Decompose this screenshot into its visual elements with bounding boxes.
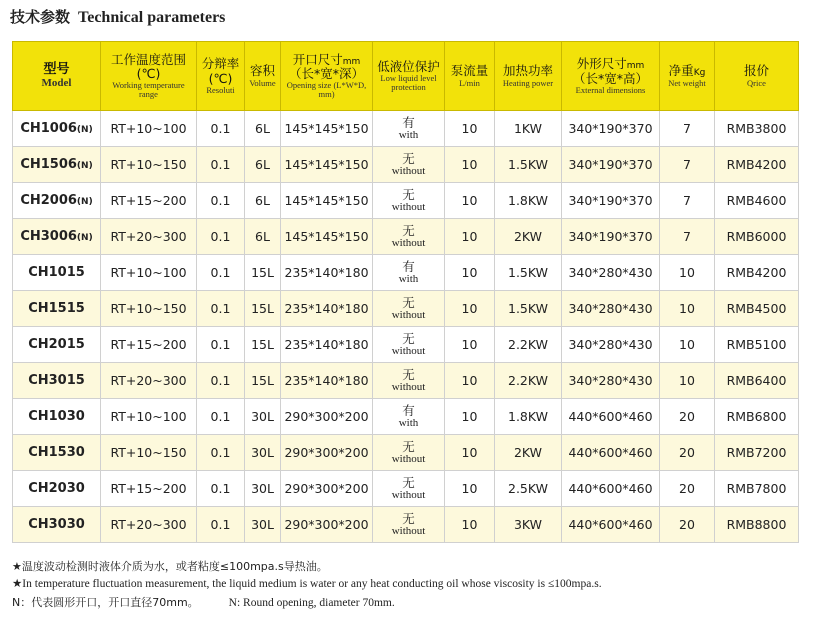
cell-power: 1.5KW: [495, 147, 562, 183]
header-pump-flow: 泵流量 L/min: [445, 42, 495, 111]
cell-price: RMB8800: [715, 507, 799, 543]
cell-res: 0.1: [197, 327, 245, 363]
cell-dims: 340*280*430: [562, 291, 660, 327]
cell-opening: 235*140*180: [281, 363, 373, 399]
cell-power: 1.5KW: [495, 291, 562, 327]
cell-vol: 30L: [245, 399, 281, 435]
cell-power: 1.5KW: [495, 255, 562, 291]
cell-low-liquid: 无 without: [373, 183, 445, 219]
cell-low-liquid: 有 with: [373, 255, 445, 291]
cell-temp: RT+10~100: [101, 255, 197, 291]
header-model: 型号 Model: [13, 42, 101, 111]
cell-temp: RT+10~150: [101, 291, 197, 327]
cell-res: 0.1: [197, 363, 245, 399]
cell-model: CH1506(N): [13, 147, 101, 183]
cell-temp: RT+20~300: [101, 507, 197, 543]
cell-price: RMB4600: [715, 183, 799, 219]
cell-price: RMB6000: [715, 219, 799, 255]
cell-res: 0.1: [197, 147, 245, 183]
cell-opening: 145*145*150: [281, 111, 373, 147]
cell-model: CH2015: [13, 327, 101, 363]
cell-res: 0.1: [197, 219, 245, 255]
cell-price: RMB7200: [715, 435, 799, 471]
cell-vol: 15L: [245, 291, 281, 327]
header-volume: 容积 Volume: [245, 42, 281, 111]
cell-low-liquid: 无 without: [373, 219, 445, 255]
cell-temp: RT+20~300: [101, 363, 197, 399]
cell-power: 3KW: [495, 507, 562, 543]
cell-power: 1KW: [495, 111, 562, 147]
cell-res: 0.1: [197, 471, 245, 507]
header-price: 报价 Qrice: [715, 42, 799, 111]
cell-model: CH2006(N): [13, 183, 101, 219]
cell-vol: 6L: [245, 219, 281, 255]
cell-power: 2.2KW: [495, 363, 562, 399]
cell-res: 0.1: [197, 435, 245, 471]
cell-price: RMB4200: [715, 147, 799, 183]
cell-opening: 235*140*180: [281, 255, 373, 291]
cell-low-liquid: 有 with: [373, 111, 445, 147]
cell-flow: 10: [445, 435, 495, 471]
table-row: [13, 327, 799, 363]
cell-flow: 10: [445, 255, 495, 291]
header-opening-size: 开口尺寸mm （长*宽*深） Opening size (L*W*D, mm): [281, 42, 373, 111]
table-row: [13, 399, 799, 435]
cell-weight: 20: [660, 507, 715, 543]
table-row: [13, 507, 799, 543]
cell-price: RMB6800: [715, 399, 799, 435]
footnote-cn: ★温度波动检测时液体介质为水，或者粘度≤100mpa.s导热油。: [12, 560, 328, 573]
cell-price: RMB6400: [715, 363, 799, 399]
cell-power: 2.2KW: [495, 327, 562, 363]
cell-weight: 20: [660, 399, 715, 435]
footnotes: [12, 558, 602, 612]
cell-opening: 145*145*150: [281, 147, 373, 183]
cell-dims: 440*600*460: [562, 507, 660, 543]
table-row: [13, 291, 799, 327]
cell-weight: 10: [660, 255, 715, 291]
cell-price: RMB4200: [715, 255, 799, 291]
cell-dims: 440*600*460: [562, 471, 660, 507]
cell-temp: RT+15~200: [101, 183, 197, 219]
cell-low-liquid: 无 without: [373, 147, 445, 183]
cell-flow: 10: [445, 147, 495, 183]
cell-opening: 145*145*150: [281, 219, 373, 255]
cell-vol: 6L: [245, 147, 281, 183]
cell-opening: 290*300*200: [281, 471, 373, 507]
footnote-n-en: N: Round opening, diameter 70mm.: [228, 597, 395, 609]
cell-power: 2KW: [495, 435, 562, 471]
cell-dims: 340*280*430: [562, 327, 660, 363]
table-row: [13, 363, 799, 399]
cell-flow: 10: [445, 291, 495, 327]
cell-model: CH1530: [13, 435, 101, 471]
cell-weight: 20: [660, 471, 715, 507]
cell-model: CH1030: [13, 399, 101, 435]
cell-weight: 10: [660, 327, 715, 363]
header-low-liquid-protection: 低液位保护 Low liquid level protection: [373, 42, 445, 111]
table-row: [13, 111, 799, 147]
cell-model: CH3015: [13, 363, 101, 399]
cell-low-liquid: 无 without: [373, 507, 445, 543]
cell-model: CH1015: [13, 255, 101, 291]
footnote-n-cn: N：代表圆形开口，开口直径70mm。: [12, 596, 199, 609]
cell-price: RMB4500: [715, 291, 799, 327]
cell-low-liquid: 无 without: [373, 291, 445, 327]
cell-res: 0.1: [197, 183, 245, 219]
cell-dims: 340*190*370: [562, 183, 660, 219]
cell-flow: 10: [445, 399, 495, 435]
table-body: [13, 111, 799, 543]
cell-model: CH3006(N): [13, 219, 101, 255]
cell-opening: 290*300*200: [281, 435, 373, 471]
cell-flow: 10: [445, 471, 495, 507]
table-row: [13, 147, 799, 183]
cell-low-liquid: 无 without: [373, 435, 445, 471]
cell-res: 0.1: [197, 255, 245, 291]
page-title-cn: 技术参数: [10, 8, 71, 26]
cell-model: CH2030: [13, 471, 101, 507]
cell-vol: 30L: [245, 435, 281, 471]
cell-dims: 440*600*460: [562, 435, 660, 471]
footnote-en: ★In temperature fluctuation measurement, the liquid medium is water or any heat conducting oil whose viscosity is ≤100mpa.s.: [12, 578, 602, 590]
table-header-row: [13, 42, 799, 111]
cell-res: 0.1: [197, 399, 245, 435]
table-row: [13, 183, 799, 219]
cell-weight: 10: [660, 363, 715, 399]
cell-power: 1.8KW: [495, 399, 562, 435]
cell-vol: 15L: [245, 255, 281, 291]
cell-weight: 7: [660, 183, 715, 219]
cell-vol: 6L: [245, 183, 281, 219]
cell-low-liquid: 无 without: [373, 471, 445, 507]
cell-power: 2KW: [495, 219, 562, 255]
page-title: [10, 6, 225, 27]
header-net-weight: 净重Kg Net weight: [660, 42, 715, 111]
cell-flow: 10: [445, 327, 495, 363]
cell-vol: 15L: [245, 363, 281, 399]
cell-price: RMB7800: [715, 471, 799, 507]
cell-flow: 10: [445, 219, 495, 255]
cell-res: 0.1: [197, 111, 245, 147]
cell-temp: RT+10~100: [101, 111, 197, 147]
cell-dims: 340*280*430: [562, 255, 660, 291]
header-resolution: 分辩率(℃) Resoluti: [197, 42, 245, 111]
cell-res: 0.1: [197, 291, 245, 327]
cell-weight: 10: [660, 291, 715, 327]
cell-dims: 340*190*370: [562, 147, 660, 183]
cell-opening: 290*300*200: [281, 507, 373, 543]
cell-dims: 440*600*460: [562, 399, 660, 435]
cell-dims: 340*190*370: [562, 219, 660, 255]
cell-temp: RT+20~300: [101, 219, 197, 255]
header-working-temperature: 工作温度范围(℃) Working temperature range: [101, 42, 197, 111]
table-row: [13, 219, 799, 255]
cell-weight: 7: [660, 111, 715, 147]
cell-temp: RT+15~200: [101, 471, 197, 507]
cell-power: 2.5KW: [495, 471, 562, 507]
cell-model: CH1006(N): [13, 111, 101, 147]
cell-weight: 7: [660, 147, 715, 183]
cell-vol: 15L: [245, 327, 281, 363]
table-row: [13, 471, 799, 507]
cell-price: RMB5100: [715, 327, 799, 363]
cell-flow: 10: [445, 111, 495, 147]
cell-low-liquid: 无 without: [373, 363, 445, 399]
cell-flow: 10: [445, 363, 495, 399]
page-title-en: Technical parameters: [78, 9, 226, 26]
cell-temp: RT+10~150: [101, 435, 197, 471]
header-external-dimensions: 外形尺寸mm （长*宽*高） External dimensions: [562, 42, 660, 111]
cell-opening: 235*140*180: [281, 291, 373, 327]
cell-flow: 10: [445, 507, 495, 543]
parameters-table: [12, 41, 799, 543]
cell-temp: RT+10~100: [101, 399, 197, 435]
cell-opening: 290*300*200: [281, 399, 373, 435]
cell-opening: 235*140*180: [281, 327, 373, 363]
cell-vol: 30L: [245, 471, 281, 507]
cell-power: 1.8KW: [495, 183, 562, 219]
cell-flow: 10: [445, 183, 495, 219]
cell-low-liquid: 无 without: [373, 327, 445, 363]
cell-vol: 6L: [245, 111, 281, 147]
table-row: [13, 255, 799, 291]
cell-model: CH3030: [13, 507, 101, 543]
cell-model: CH1515: [13, 291, 101, 327]
cell-weight: 20: [660, 435, 715, 471]
cell-dims: 340*190*370: [562, 111, 660, 147]
cell-temp: RT+15~200: [101, 327, 197, 363]
cell-opening: 145*145*150: [281, 183, 373, 219]
cell-price: RMB3800: [715, 111, 799, 147]
footnote-n-opening: [12, 594, 602, 612]
cell-low-liquid: 有 with: [373, 399, 445, 435]
cell-vol: 30L: [245, 507, 281, 543]
cell-weight: 7: [660, 219, 715, 255]
table-row: [13, 435, 799, 471]
header-heating-power: 加热功率 Heating power: [495, 42, 562, 111]
cell-res: 0.1: [197, 507, 245, 543]
cell-dims: 340*280*430: [562, 363, 660, 399]
cell-temp: RT+10~150: [101, 147, 197, 183]
